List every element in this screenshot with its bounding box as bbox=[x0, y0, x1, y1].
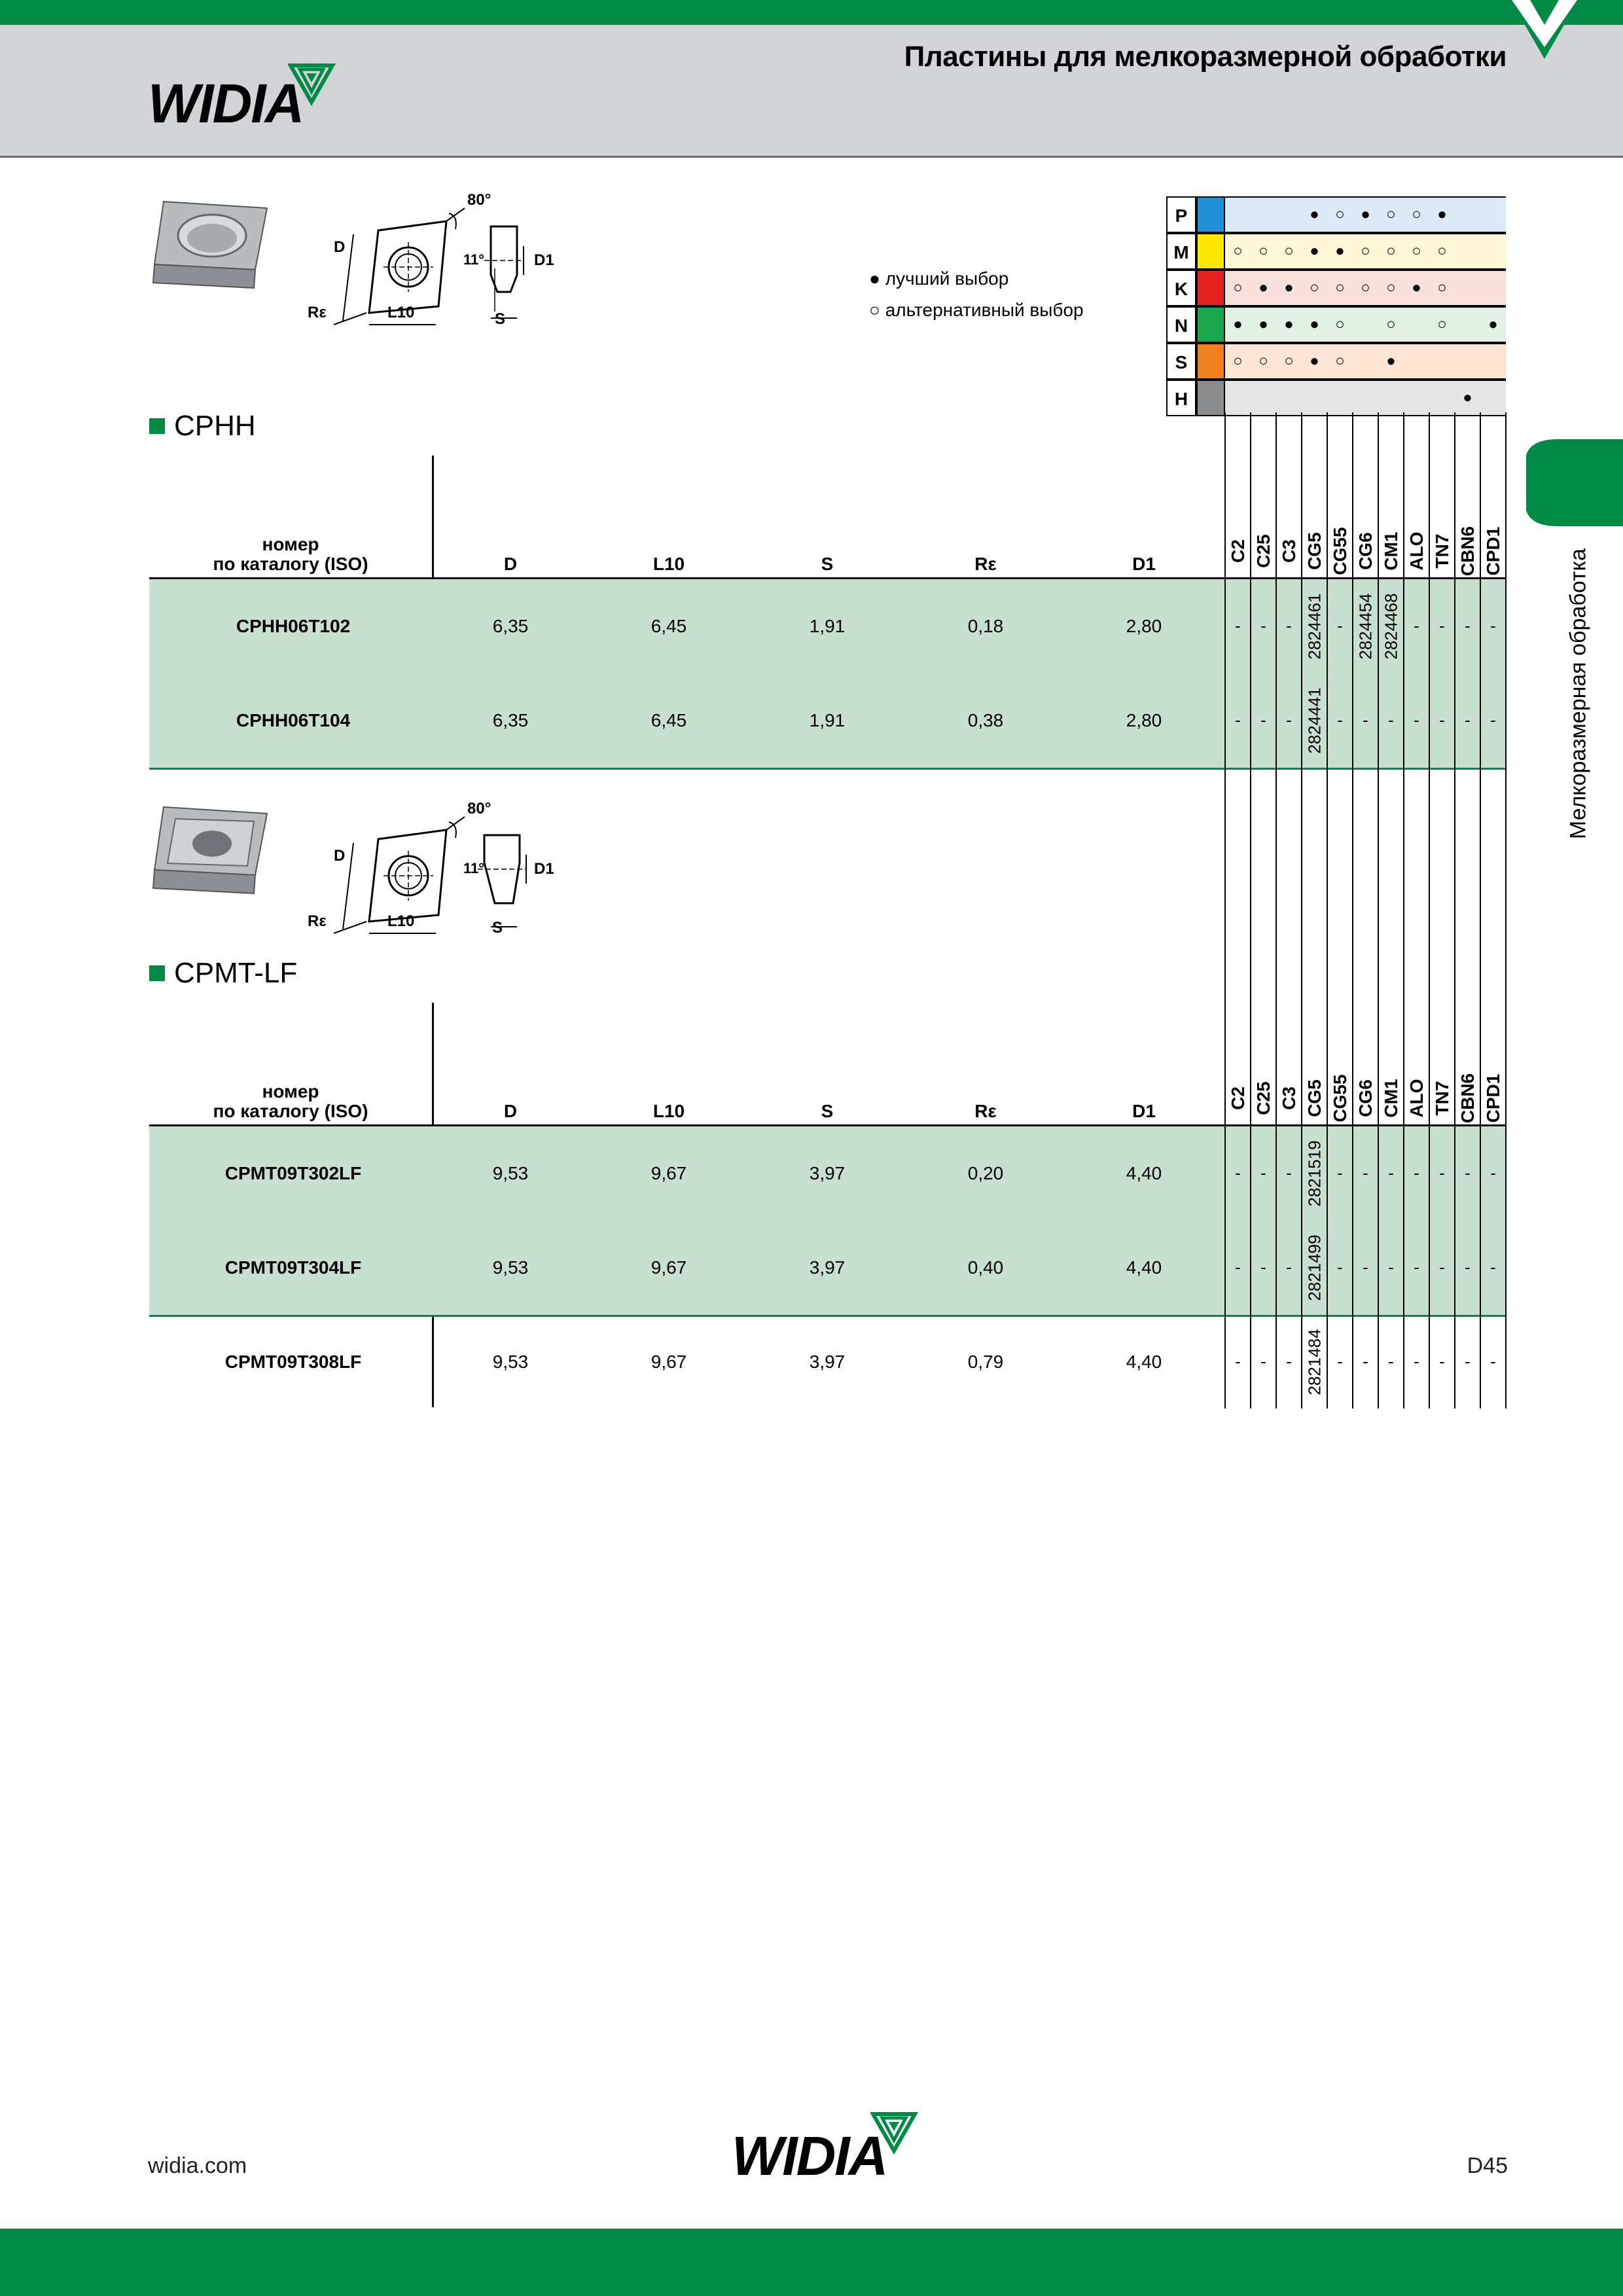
material-color-swatch bbox=[1196, 306, 1225, 343]
clearance-angle-label: 11° bbox=[463, 860, 485, 876]
page-number: D45 bbox=[1467, 2153, 1508, 2178]
alternative-choice-dot: ○ bbox=[1335, 315, 1345, 333]
column-header-catalog-line2: по каталогу (ISO) bbox=[213, 554, 368, 574]
grade-unavailable: - bbox=[1260, 616, 1266, 636]
legend-alternative: ○ альтернативный выбор bbox=[869, 300, 1084, 320]
grade-unavailable: - bbox=[1337, 710, 1343, 730]
alternative-choice-dot: ○ bbox=[1335, 352, 1345, 370]
best-choice-dot: ● bbox=[1310, 242, 1319, 260]
grade-column-line bbox=[1429, 456, 1430, 766]
grade-unavailable: - bbox=[1490, 710, 1496, 730]
dim-d1-label: D1 bbox=[534, 251, 554, 269]
grade-unavailable: - bbox=[1363, 710, 1368, 730]
catalog-number: CPMT09T302LF bbox=[224, 1163, 362, 1183]
grade-order-number[interactable]: 2821484 bbox=[1304, 1329, 1324, 1395]
value-l10: 6,45 bbox=[651, 616, 687, 636]
grade-header-alo: ALO bbox=[1406, 531, 1427, 571]
material-letter: P bbox=[1166, 196, 1196, 233]
column-header-d: D bbox=[503, 554, 518, 574]
alternative-choice-dot: ○ bbox=[1437, 315, 1447, 333]
grade-unavailable: - bbox=[1414, 616, 1419, 636]
alternative-choice-dot: ○ bbox=[1412, 206, 1421, 223]
alternative-choice-dot: ○ bbox=[1437, 242, 1447, 260]
grade-unavailable: - bbox=[1235, 1352, 1241, 1371]
alternative-choice-dot: ○ bbox=[1335, 206, 1345, 223]
grade-unavailable: - bbox=[1439, 1163, 1445, 1183]
grade-unavailable: - bbox=[1260, 1352, 1266, 1371]
grade-column-line bbox=[1275, 456, 1277, 766]
alternative-choice-dot: ○ bbox=[1386, 315, 1396, 333]
catalog-number: CPMT09T308LF bbox=[224, 1352, 362, 1372]
dim-d1-label: D1 bbox=[534, 860, 554, 878]
grade-unavailable: - bbox=[1490, 1257, 1496, 1277]
material-letter: K bbox=[1166, 270, 1196, 306]
value-d1: 2,80 bbox=[1126, 616, 1162, 636]
grade-unavailable: - bbox=[1260, 1163, 1266, 1183]
grade-unavailable: - bbox=[1490, 1352, 1496, 1371]
best-choice-dot: ● bbox=[1437, 206, 1447, 223]
alternative-choice-dot: ○ bbox=[1412, 242, 1421, 260]
alternative-choice-dot: ○ bbox=[1233, 352, 1243, 370]
best-choice-dot: ● bbox=[1258, 279, 1268, 296]
angle-label: 80° bbox=[467, 191, 491, 209]
bottom-accent-bar bbox=[0, 2229, 1623, 2296]
grade-unavailable: - bbox=[1439, 710, 1445, 730]
material-letter: H bbox=[1166, 380, 1196, 416]
alternative-choice-dot: ○ bbox=[1258, 242, 1268, 260]
grade-unavailable: - bbox=[1490, 1163, 1496, 1183]
value-l10: 9,67 bbox=[651, 1163, 687, 1183]
alternative-choice-dot: ○ bbox=[1361, 279, 1370, 296]
alternative-choice-dot: ○ bbox=[1386, 279, 1396, 296]
value-l10: 6,45 bbox=[651, 710, 687, 730]
side-tab-marker bbox=[1518, 435, 1623, 530]
grade-unavailable: - bbox=[1465, 710, 1471, 730]
grade-header-tn7: TN7 bbox=[1431, 533, 1452, 569]
dim-l10-label: L10 bbox=[387, 912, 415, 930]
value-d: 9,53 bbox=[492, 1163, 529, 1183]
alternative-choice-dot: ○ bbox=[1335, 279, 1345, 296]
grade-unavailable: - bbox=[1388, 1163, 1394, 1183]
table-section-rule bbox=[149, 1315, 1506, 1317]
insert-photo-cphh bbox=[149, 196, 274, 295]
grade-header-cg55: CG55 bbox=[1329, 1074, 1350, 1122]
brand-logo bbox=[148, 72, 303, 135]
grade-column-line bbox=[1224, 456, 1226, 766]
grade-unavailable: - bbox=[1388, 1257, 1394, 1277]
grade-header-cpd1: CPD1 bbox=[1482, 1073, 1503, 1123]
clearance-angle-label: 11° bbox=[463, 251, 485, 268]
grade-header-c2: C2 bbox=[1227, 539, 1248, 563]
grade-column-line bbox=[1250, 456, 1251, 766]
best-choice-dot: ● bbox=[1233, 315, 1243, 333]
grade-column-line bbox=[1480, 456, 1481, 766]
grade-unavailable: - bbox=[1235, 616, 1241, 636]
grade-unavailable: - bbox=[1235, 1163, 1241, 1183]
grade-order-number[interactable]: 2821499 bbox=[1304, 1234, 1324, 1301]
best-choice-dot: ● bbox=[1310, 206, 1319, 223]
material-color-swatch bbox=[1196, 343, 1225, 380]
best-choice-dot: ● bbox=[1361, 206, 1370, 223]
alternative-choice-dot: ○ bbox=[1386, 242, 1396, 260]
material-letter: M bbox=[1166, 233, 1196, 270]
best-choice-dot: ● bbox=[1310, 315, 1319, 333]
grade-column-line bbox=[1327, 1003, 1328, 1407]
section-marker-icon bbox=[149, 418, 165, 434]
grade-unavailable: - bbox=[1337, 1352, 1343, 1371]
footer-logo-text: WIDIA bbox=[732, 2125, 887, 2187]
dim-d-label: D bbox=[334, 847, 346, 865]
grade-unavailable: - bbox=[1465, 1163, 1471, 1183]
page-title: Пластины для мелкоразмерной обработки bbox=[904, 41, 1507, 73]
grade-header-cg6: CG6 bbox=[1355, 1079, 1376, 1117]
value-s: 1,91 bbox=[809, 616, 846, 636]
best-choice-dot: ● bbox=[1284, 315, 1294, 333]
grade-unavailable: - bbox=[1260, 710, 1266, 730]
grade-header-cg55: CG55 bbox=[1329, 527, 1350, 575]
grade-unavailable: - bbox=[1286, 1257, 1292, 1277]
column-header-l10: L10 bbox=[652, 1101, 685, 1121]
alternative-choice-dot: ○ bbox=[1233, 279, 1243, 296]
grade-order-number[interactable]: 2824461 bbox=[1304, 593, 1324, 660]
grade-header-cg5: CG5 bbox=[1304, 1079, 1325, 1117]
brand-triangle-icon bbox=[288, 63, 340, 109]
value-s: 1,91 bbox=[809, 710, 846, 730]
grade-column-line bbox=[1403, 1003, 1404, 1407]
section-title-text: CPMT-LF bbox=[174, 957, 298, 989]
grade-column-line bbox=[1275, 1003, 1277, 1407]
alternative-choice-dot: ○ bbox=[1233, 242, 1243, 260]
material-color-swatch bbox=[1196, 233, 1225, 270]
grade-column-line bbox=[1378, 1003, 1379, 1407]
insert-photo-cpmt bbox=[149, 802, 274, 900]
best-choice-dot: ● bbox=[1284, 279, 1294, 296]
side-section-label: Мелкоразмерная обработка bbox=[1565, 548, 1591, 840]
best-choice-dot: ● bbox=[1463, 389, 1472, 406]
best-choice-dot: ● bbox=[1258, 315, 1268, 333]
grade-column-line bbox=[1327, 456, 1328, 766]
grade-order-number[interactable]: 2824454 bbox=[1355, 593, 1375, 660]
column-header-l10: L10 bbox=[652, 554, 685, 574]
column-header-d1: D1 bbox=[1132, 1101, 1156, 1121]
grade-order-number[interactable]: 2821519 bbox=[1304, 1140, 1324, 1207]
grade-header-cg5: CG5 bbox=[1304, 532, 1325, 570]
value-l10: 9,67 bbox=[651, 1352, 687, 1372]
material-color-swatch bbox=[1196, 196, 1225, 233]
material-color-swatch bbox=[1196, 270, 1225, 306]
grade-unavailable: - bbox=[1414, 1352, 1419, 1371]
alternative-choice-dot: ○ bbox=[1284, 242, 1294, 260]
best-choice-dot: ● bbox=[1488, 315, 1498, 333]
value-re: 0,79 bbox=[967, 1352, 1004, 1372]
grade-order-number[interactable]: 2824441 bbox=[1304, 687, 1324, 754]
grade-unavailable: - bbox=[1490, 616, 1496, 636]
angle-label: 80° bbox=[467, 800, 491, 817]
catalog-number: CPHH06T104 bbox=[236, 710, 351, 730]
grade-column-line bbox=[1505, 1003, 1507, 1407]
grade-unavailable: - bbox=[1286, 1163, 1292, 1183]
value-d: 6,35 bbox=[492, 616, 529, 636]
grade-unavailable: - bbox=[1414, 710, 1419, 730]
grade-unavailable: - bbox=[1388, 1352, 1394, 1371]
grade-unavailable: - bbox=[1363, 1257, 1368, 1277]
value-re: 0,18 bbox=[967, 616, 1004, 636]
grade-unavailable: - bbox=[1337, 1163, 1343, 1183]
grade-unavailable: - bbox=[1465, 616, 1471, 636]
grade-unavailable: - bbox=[1388, 710, 1394, 730]
grade-header-c25: C25 bbox=[1253, 534, 1274, 568]
table-end-mask bbox=[1217, 1408, 1518, 1670]
top-accent-bar bbox=[0, 0, 1623, 25]
value-re: 0,38 bbox=[967, 710, 1004, 730]
best-choice-dot: ● bbox=[1335, 242, 1345, 260]
material-color-swatch bbox=[1196, 380, 1225, 416]
grade-header-c3: C3 bbox=[1278, 539, 1299, 563]
brand-logo-text: WIDIA bbox=[148, 73, 304, 134]
alternative-choice-dot: ○ bbox=[1361, 242, 1370, 260]
grade-header-cbn6: CBN6 bbox=[1457, 1073, 1478, 1124]
section-title-text: CPHH bbox=[174, 410, 256, 442]
column-header-catalog-line1: номер bbox=[262, 1081, 319, 1102]
grade-unavailable: - bbox=[1286, 710, 1292, 730]
grade-header-c3: C3 bbox=[1278, 1086, 1299, 1110]
value-d: 6,35 bbox=[492, 710, 529, 730]
value-d1: 4,40 bbox=[1126, 1257, 1162, 1278]
dim-l10-label: L10 bbox=[387, 304, 415, 321]
best-choice-dot: ● bbox=[1386, 352, 1396, 370]
grade-header-c2: C2 bbox=[1227, 1086, 1248, 1110]
value-d1: 2,80 bbox=[1126, 710, 1162, 730]
grade-column-line bbox=[1505, 456, 1507, 766]
grade-unavailable: - bbox=[1286, 616, 1292, 636]
grade-column-line bbox=[1429, 1003, 1430, 1407]
grade-order-number[interactable]: 2824468 bbox=[1381, 593, 1400, 660]
table-section-rule bbox=[149, 768, 1506, 770]
footer-triangle-icon bbox=[870, 2111, 923, 2157]
grade-unavailable: - bbox=[1439, 1257, 1445, 1277]
grade-unavailable: - bbox=[1337, 1257, 1343, 1277]
grade-column-line bbox=[1250, 1003, 1251, 1407]
material-letter: N bbox=[1166, 306, 1196, 343]
catalog-number: CPHH06T102 bbox=[236, 616, 351, 636]
grade-column-line bbox=[1403, 456, 1404, 766]
alternative-choice-dot: ○ bbox=[1258, 352, 1268, 370]
grade-unavailable: - bbox=[1439, 1352, 1445, 1371]
column-header-re: Rε bbox=[974, 1101, 997, 1121]
grade-column-line bbox=[1224, 1003, 1226, 1407]
legend-best: ● лучший выбор bbox=[869, 268, 1009, 289]
value-re: 0,20 bbox=[967, 1163, 1004, 1183]
value-s: 3,97 bbox=[809, 1163, 846, 1183]
column-header-s: S bbox=[821, 1101, 834, 1121]
footer-url[interactable]: widia.com bbox=[148, 2153, 247, 2178]
grade-unavailable: - bbox=[1414, 1163, 1419, 1183]
grade-unavailable: - bbox=[1414, 1257, 1419, 1277]
grade-unavailable: - bbox=[1465, 1257, 1471, 1277]
column-header-catalog-line1: номер bbox=[262, 534, 319, 554]
value-s: 3,97 bbox=[809, 1257, 846, 1278]
value-re: 0,40 bbox=[967, 1257, 1004, 1278]
material-letter: S bbox=[1166, 343, 1196, 380]
value-d1: 4,40 bbox=[1126, 1163, 1162, 1183]
value-d: 9,53 bbox=[492, 1352, 529, 1372]
grade-unavailable: - bbox=[1337, 616, 1343, 636]
alternative-choice-dot: ○ bbox=[1386, 206, 1396, 223]
alternative-choice-dot: ○ bbox=[1284, 352, 1294, 370]
grade-column-line bbox=[1301, 456, 1302, 766]
alternative-choice-dot: ○ bbox=[1437, 279, 1447, 296]
footer-logo bbox=[732, 2125, 887, 2188]
alternative-choice-dot: ○ bbox=[1310, 279, 1319, 296]
grade-header-cm1: CM1 bbox=[1380, 1079, 1401, 1118]
column-header-d: D bbox=[503, 1101, 518, 1121]
grade-unavailable: - bbox=[1235, 710, 1241, 730]
grade-header-alo: ALO bbox=[1406, 1079, 1427, 1118]
column-header-re: Rε bbox=[974, 554, 997, 574]
grade-unavailable: - bbox=[1363, 1352, 1368, 1371]
grade-column-line bbox=[1378, 456, 1379, 766]
column-header-s: S bbox=[821, 554, 834, 574]
best-choice-dot: ● bbox=[1412, 279, 1421, 296]
section-title-cpmt bbox=[149, 957, 297, 990]
dim-s-label: S bbox=[495, 310, 506, 328]
grade-unavailable: - bbox=[1260, 1257, 1266, 1277]
corner-notch-icon bbox=[1505, 0, 1623, 59]
grade-column-line bbox=[1454, 456, 1455, 766]
column-header-catalog-line2: по каталогу (ISO) bbox=[213, 1101, 368, 1121]
section-marker-icon bbox=[149, 965, 165, 981]
grade-column-line bbox=[1352, 456, 1353, 766]
grade-column-line bbox=[1301, 1003, 1302, 1407]
grade-unavailable: - bbox=[1465, 1352, 1471, 1371]
grade-unavailable: - bbox=[1235, 1257, 1241, 1277]
grade-header-tn7: TN7 bbox=[1431, 1081, 1452, 1116]
grade-column-line bbox=[1352, 1003, 1353, 1407]
dim-re-label: Rε bbox=[308, 912, 327, 930]
value-l10: 9,67 bbox=[651, 1257, 687, 1278]
best-choice-dot: ● bbox=[1310, 352, 1319, 370]
grade-header-cbn6: CBN6 bbox=[1457, 526, 1478, 577]
dim-s-label: S bbox=[492, 919, 503, 937]
column-header-d1: D1 bbox=[1132, 554, 1156, 574]
value-d: 9,53 bbox=[492, 1257, 529, 1278]
grade-header-c25: C25 bbox=[1253, 1081, 1274, 1115]
grade-header-cpd1: CPD1 bbox=[1482, 526, 1503, 576]
dim-re-label: Rε bbox=[308, 304, 327, 321]
grade-header-cm1: CM1 bbox=[1380, 531, 1401, 571]
dim-d-label: D bbox=[334, 238, 346, 256]
grade-header-cg6: CG6 bbox=[1355, 532, 1376, 570]
grade-column-line bbox=[1480, 1003, 1481, 1407]
catalog-number: CPMT09T304LF bbox=[224, 1257, 362, 1278]
grade-unavailable: - bbox=[1439, 616, 1445, 636]
grade-unavailable: - bbox=[1363, 1163, 1368, 1183]
value-d1: 4,40 bbox=[1126, 1352, 1162, 1372]
grade-column-line bbox=[1454, 1003, 1455, 1407]
section-title-cphh bbox=[149, 410, 256, 442]
value-s: 3,97 bbox=[809, 1352, 846, 1372]
grade-unavailable: - bbox=[1286, 1352, 1292, 1371]
